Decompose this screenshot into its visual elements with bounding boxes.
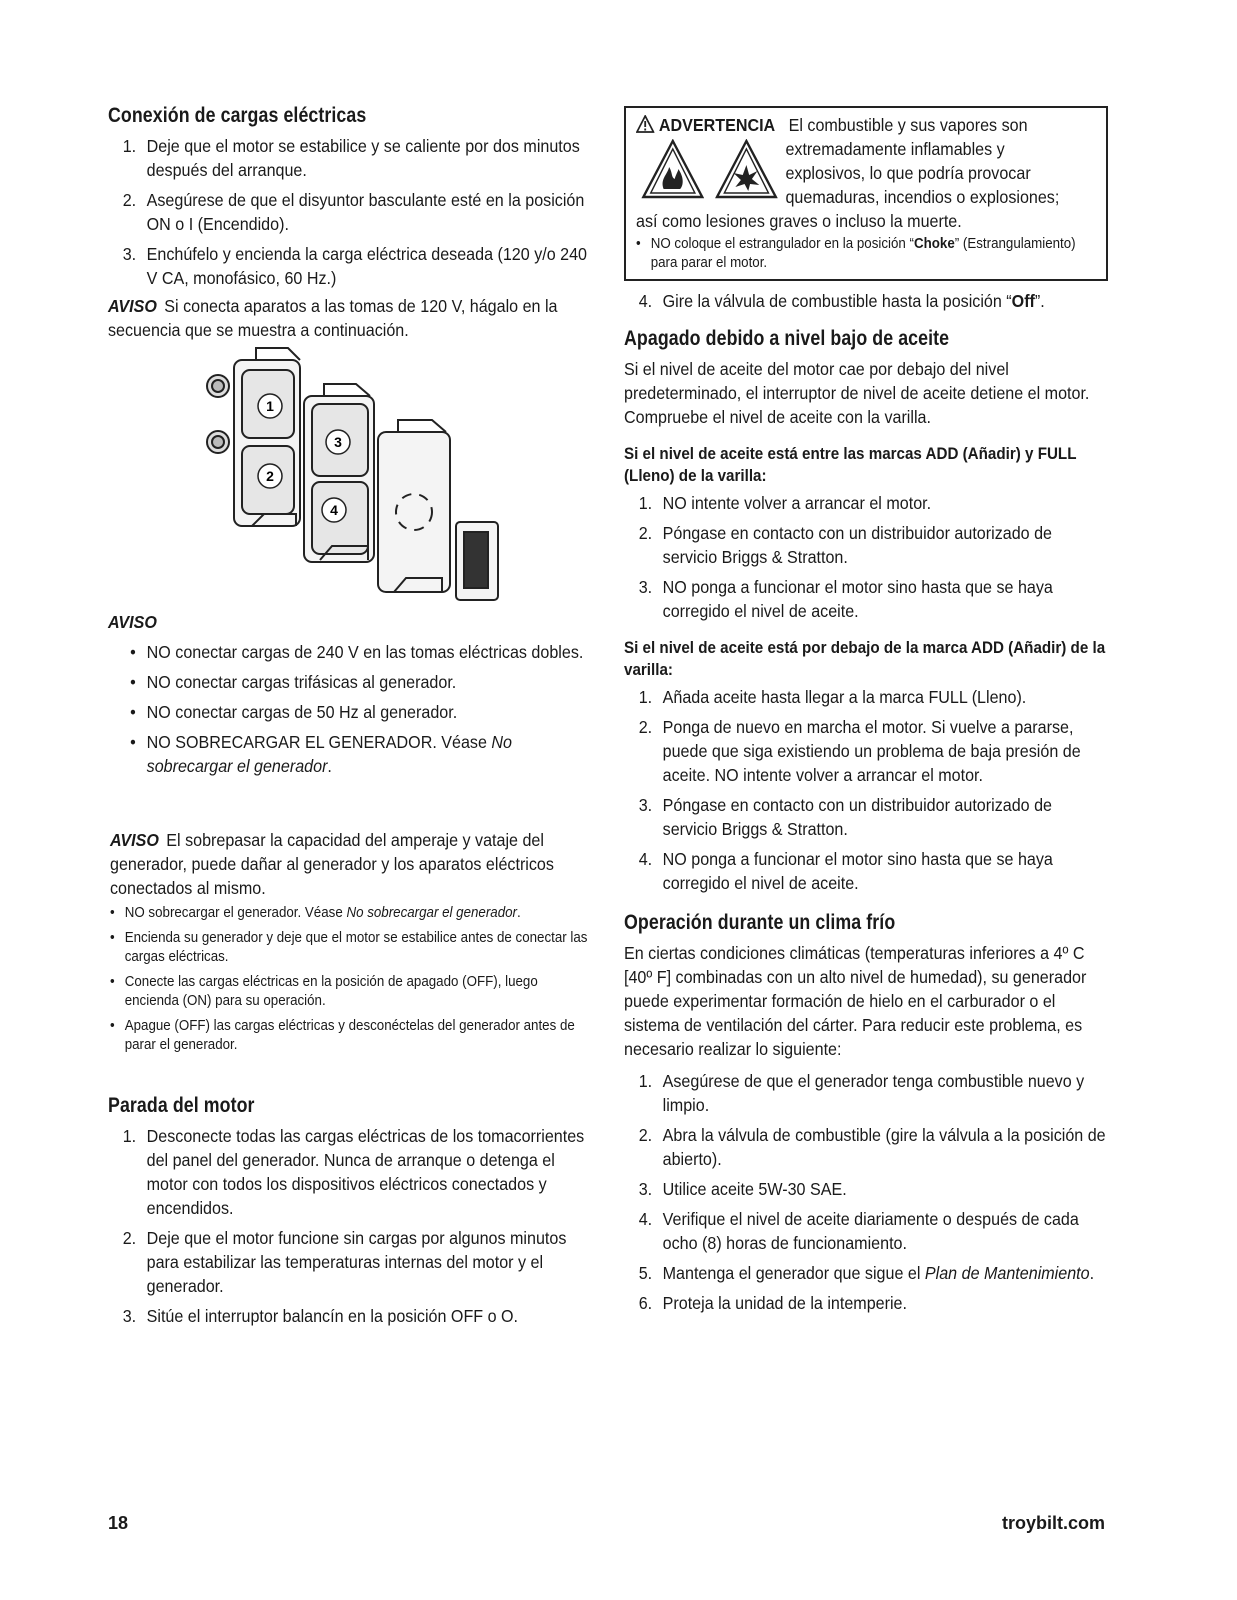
list-item: 2. Deje que el motor funcione sin cargas por algunos minutos para estabilizar las temperaturas internas del motor y el generador. (122, 1228, 567, 1296)
figure-label-2: 2 (266, 468, 274, 484)
warning-triangle-icon (636, 115, 654, 133)
warning-line: quemaduras, incendios o explosiones; (785, 187, 1060, 207)
aviso3-bullets (110, 904, 589, 1055)
list-item: 4. Verifique el nivel de aceite diariamente o después de cada ocho (8) horas de funcionamiento. (638, 1209, 1079, 1253)
list-item: • NO conectar cargas de 50 Hz al generador. (108, 700, 587, 724)
aviso3-section: AVISO El sobrepasar la capacidad del amperaje y vataje del generador, puede dañar al generador y los aparatos eléctricos conectados al mismo. • NO sobrecargar el generador. Véase No sobrecargar el generador. • Encienda su generador y deje que el motor se estabilice antes de conectar las cargas eléctricas. • Conecte las cargas eléctricas en la posición de apagado (OFF), luego encienda (ON) para su operación. • Apague (OFF) las cargas eléctricas y desconéctelas del generador antes de parar el generador. (110, 828, 589, 1061)
warning-bullets (636, 235, 1097, 273)
list-item: 3. Utilice aceite 5W-30 SAE. (638, 1179, 847, 1199)
apagado-text: Si el nivel de aceite del motor cae por debajo del nivel predeterminado, el interruptor de nivel de aceite detiene el motor. Compruebe el nivel de aceite con la varilla. (624, 359, 1090, 427)
list-item: • NO sobrecargar el generador. Véase No sobrecargar el generador. (110, 904, 589, 923)
list-item: 1. Desconecte todas las cargas eléctricas de los tomacorrientes del panel del generador. Nunca de arranque o detenga el motor con todos los dispositivos eléctricos conectados y encendidos. (122, 1126, 585, 1218)
page-number: 18 (108, 1513, 129, 1533)
parada-steps (108, 1124, 587, 1328)
conexion-section (108, 104, 587, 342)
list-item: 6. Proteja la unidad de la intemperie. (638, 1293, 907, 1313)
parada-section (108, 1094, 587, 1334)
section-title-apagado: Apagado debido a nivel bajo de aceite (624, 327, 950, 350)
section-title-parada: Parada del motor (108, 1094, 255, 1117)
list-item: • NO coloque el estrangulador en la posición “Choke” (Estrangulamiento) para parar el motor. (636, 235, 1097, 273)
aviso2-section (108, 610, 587, 784)
right-column (624, 106, 1108, 1321)
list-item: 2. Abra la válvula de combustible (gire la válvula a la posición de abierto). (638, 1125, 1106, 1169)
aviso2-label: AVISO (108, 612, 157, 632)
explosion-hazard-icon (716, 139, 779, 199)
list-item: • NO conectar cargas de 240 V en las tomas eléctricas dobles. (108, 640, 587, 664)
list-item: 1. Deje que el motor se estabilice y se caliente por dos minutos después del arranque. (122, 136, 580, 180)
list-item: 1. NO intente volver a arrancar el motor. (638, 493, 932, 513)
warning-line: extremadamente inflamables y (785, 139, 1005, 159)
warning-line: así como lesiones graves o incluso la muerte. (636, 211, 962, 231)
list-item: 3. Enchúfelo y encienda la carga eléctrica deseada (120 y/o 240 V CA, monofásico, 60 Hz.) (122, 244, 588, 288)
list-item: 5. Mantenga el generador que sigue el Plan de Mantenimiento. (638, 1263, 1095, 1283)
apagado-steps-2 (624, 685, 1109, 895)
subheading-2: Si el nivel de aceite está por debajo de la marca ADD (Añadir) de la varilla: (624, 639, 1106, 679)
list-item: 2. Ponga de nuevo en marcha el motor. Si vuelve a pararse, puede que siga existiendo un problema de baja presión de aceite. NO intente volver a arrancar el motor. (638, 717, 1081, 785)
section-title-frio: Operación durante un clima frío (624, 911, 896, 934)
list-item: • NO conectar cargas trifásicas al generador. (108, 670, 587, 694)
list-item: 2. Asegúrese de que el disyuntor basculante esté en la posición ON o I (Encendido). (122, 190, 585, 234)
fire-hazard-icon (642, 139, 705, 199)
list-item: 1. Añada aceite hasta llegar a la marca FULL (Lleno). (638, 687, 1027, 707)
list-item: 3. Póngase en contacto con un distribuidor autorizado de servicio Briggs & Stratton. (638, 795, 1053, 839)
frio-steps (624, 1069, 1109, 1315)
list-item: 1. Asegúrese de que el generador tenga combustible nuevo y limpio. (638, 1071, 1085, 1115)
frio-text: En ciertas condiciones climáticas (temperaturas inferiores a 4º C [40º F] combinadas con un alto nivel de humedad), su generador puede experimentar formación de hielo en el carburador o el sistema de ventilación del cárter. Para reducir este problema, es necesario realizar lo siguiente: (624, 943, 1087, 1059)
section-title-conexion: Conexión de cargas eléctricas (108, 104, 367, 127)
list-item: 4. Gire la válvula de combustible hasta la posición “Off”. (638, 291, 1045, 311)
aviso2-bullets (108, 640, 587, 778)
list-item: 3. NO ponga a funcionar el motor sino hasta que se haya corregido el nivel de aceite. (638, 577, 1053, 621)
subheading-1: Si el nivel de aceite está entre las marcas ADD (Añadir) y FULL (Lleno) de la varilla: (624, 445, 1077, 485)
list-item: • Apague (OFF) las cargas eléctricas y desconéctelas del generador antes de parar el generador. (110, 1017, 589, 1055)
aviso-paragraph: AVISO Si conecta aparatos a las tomas de 120 V, hágalo en la secuencia que se muestra a continuación. (108, 296, 558, 340)
warning-box (624, 106, 1108, 281)
list-item: • NO SOBRECARGAR EL GENERADOR. Véase No sobrecargar el generador. (108, 730, 587, 778)
list-item: • Encienda su generador y deje que el motor se estabilice antes de conectar las cargas eléctricas. (110, 929, 589, 967)
conexion-steps (108, 134, 587, 290)
list-item: 3. Sitúe el interruptor balancín en la posición OFF o O. (122, 1306, 519, 1326)
figure-label-4: 4 (330, 502, 338, 518)
warning-line: explosivos, lo que podría provocar (785, 163, 1031, 183)
list-item: • Conecte las cargas eléctricas en la posición de apagado (OFF), luego encienda (ON) para su operación. (110, 973, 589, 1011)
list-item: 4. NO ponga a funcionar el motor sino hasta que se haya corregido el nivel de aceite. (638, 849, 1053, 893)
warning-header: ADVERTENCIA El combustible y sus vapores son (636, 114, 1097, 137)
figure-label-3: 3 (334, 434, 342, 450)
outlet-panel-figure (204, 346, 504, 606)
step4-list (624, 289, 1109, 313)
left-column (108, 100, 588, 1326)
footer-link[interactable]: troybilt.com (1001, 1513, 1105, 1533)
figure-label-1: 1 (266, 398, 274, 414)
apagado-steps-1 (624, 491, 1109, 623)
right-content (624, 289, 1109, 1315)
list-item: 2. Póngase en contacto con un distribuidor autorizado de servicio Briggs & Stratton. (638, 523, 1053, 567)
